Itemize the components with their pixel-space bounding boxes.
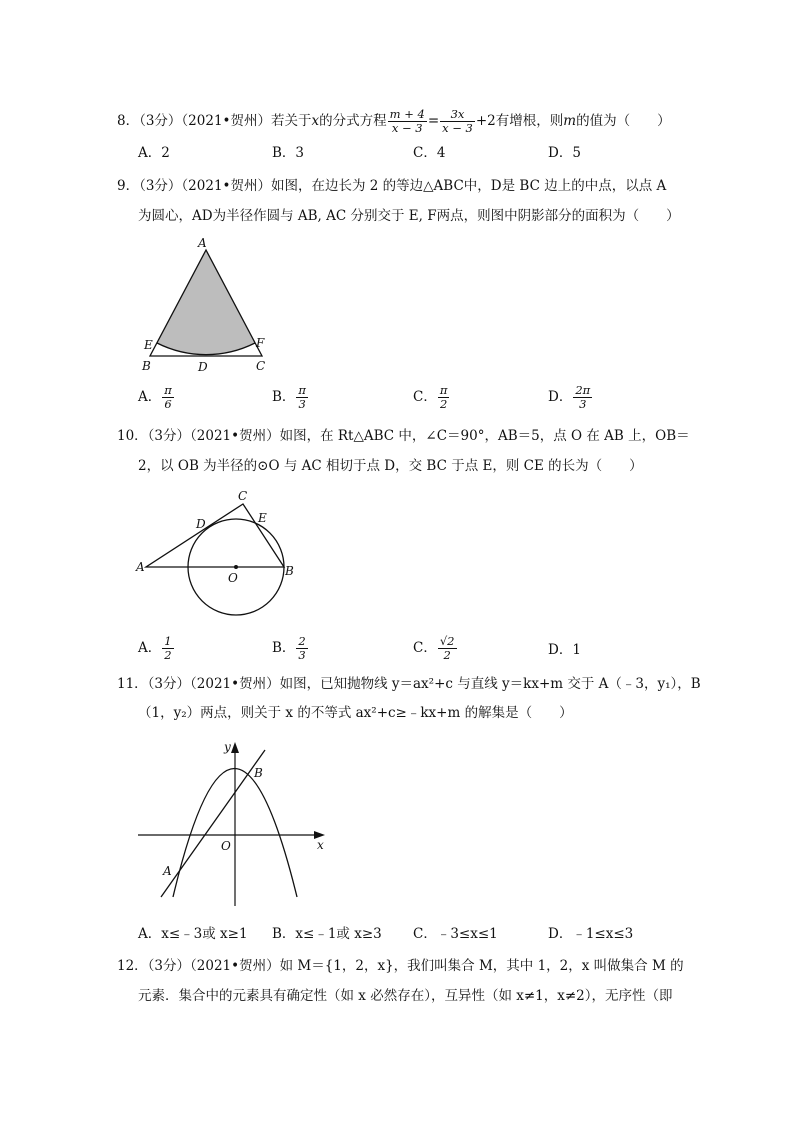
q10-label-e: E: [258, 511, 267, 525]
q8-option-b: B．3: [272, 145, 305, 161]
q10-label-d: D: [196, 517, 206, 531]
q10-stem-line2: 2，以 OB 为半径的⊙O 与 AC 相切于点 D，交 BC 于点 E，则 CE 的长为（ ）: [138, 458, 643, 474]
q11-label-x: x: [317, 838, 324, 852]
q11-label-b: B: [254, 766, 263, 780]
q9-option-d: D． $\frac{2\pi}{3}$: [548, 383, 591, 411]
q11-label-a: A: [163, 864, 172, 878]
q9-option-a: A． $\frac{\pi}{6}$: [138, 383, 172, 411]
q11-label-o: O: [221, 839, 231, 853]
q8-option-a: A．2: [138, 145, 170, 161]
q11-option-c: C．﹣3≤x≤1: [413, 926, 498, 942]
q11-y-axis-arrow: [231, 742, 239, 753]
q10-option-b: B． $\frac{2}{3}$: [272, 634, 306, 662]
q9-label-f: F: [256, 336, 265, 350]
q8-option-c: C．4: [413, 145, 446, 161]
q8-number: 8．: [117, 113, 140, 129]
q12-stem-line2: 元素．集合中的元素具有确定性（如 x 必然存在），互异性（如 x≠1，x≠2），无序性（即: [138, 988, 673, 1004]
q11-option-a: A．x≤﹣3或 x≥1: [138, 926, 248, 942]
q10-option-d: D．1: [548, 642, 581, 658]
q9-option-c: C． $\frac{\pi}{2}$: [413, 383, 448, 411]
q11-option-b: B．x≤﹣1或 x≥3: [272, 926, 382, 942]
q10-label-a: A: [136, 560, 145, 574]
q9-label-d: D: [198, 360, 208, 374]
q8-fraction-1: $\frac{m + 4}{x - 3}$: [389, 107, 425, 135]
q9-stem-line1: 9．（3分）（2021•贺州）如图，在边长为 2 的等边△ABC中，D是 BC 边上的中点，以点 A: [117, 178, 667, 194]
q12-stem-line1: 12．（3分）（2021•贺州）如 M＝{1，2，x}，我们叫集合 M，其中 1，2，x 叫做集合 M 的: [117, 958, 684, 974]
q10-label-b: B: [285, 564, 294, 578]
q10-label-o: O: [228, 571, 238, 585]
q11-stem-line2: （1，y₂）两点，则关于 x 的不等式 ax²+c≥﹣kx+m 的解集是（ ）: [138, 705, 573, 721]
q10-option-a: A． $\frac{1}{2}$: [138, 634, 172, 662]
q11-option-d: D．﹣1≤x≤3: [548, 926, 634, 942]
q10-label-c: C: [238, 489, 248, 503]
q11-label-y: y: [224, 740, 231, 754]
q11-line: [161, 750, 265, 897]
q9-label-b: B: [142, 359, 151, 373]
q8-stem: 8．（3分）（2021•贺州）若关于x的分式方程 $\frac{m + 4}{x - 3}$ = $\frac{3x}{x - 3}$ +2有增根，则m的值为（ ）: [117, 107, 671, 135]
q9-label-e: E: [144, 338, 153, 352]
q11-stem-line1: 11．（3分）（2021•贺州）如图，已知抛物线 y＝ax²+c 与直线 y＝kx+m 交于 A（﹣3，y₁），B: [117, 676, 701, 692]
q9-stem-line2: 为圆心，AD为半径作圆与 AB, AC 分别交于 E, F两点，则图中阴影部分的面积为（ ）: [138, 208, 680, 224]
q10-stem-line1: 10．（3分）（2021•贺州）如图，在 Rt△ABC 中，∠C＝90°，AB＝5，点 O 在 AB 上，OB＝: [117, 428, 690, 444]
q9-label-c: C: [256, 359, 266, 373]
q9-option-b: B． $\frac{\pi}{3}$: [272, 383, 306, 411]
q8-meta: （3分）（2021•贺州）: [139, 113, 272, 129]
q9-label-a: A: [198, 236, 207, 250]
q8-option-d: D．5: [548, 145, 581, 161]
q8-fraction-2: $\frac{3x}{x - 3}$: [442, 107, 473, 135]
q10-option-c: C． $\frac{√2}{2}$: [413, 634, 455, 662]
